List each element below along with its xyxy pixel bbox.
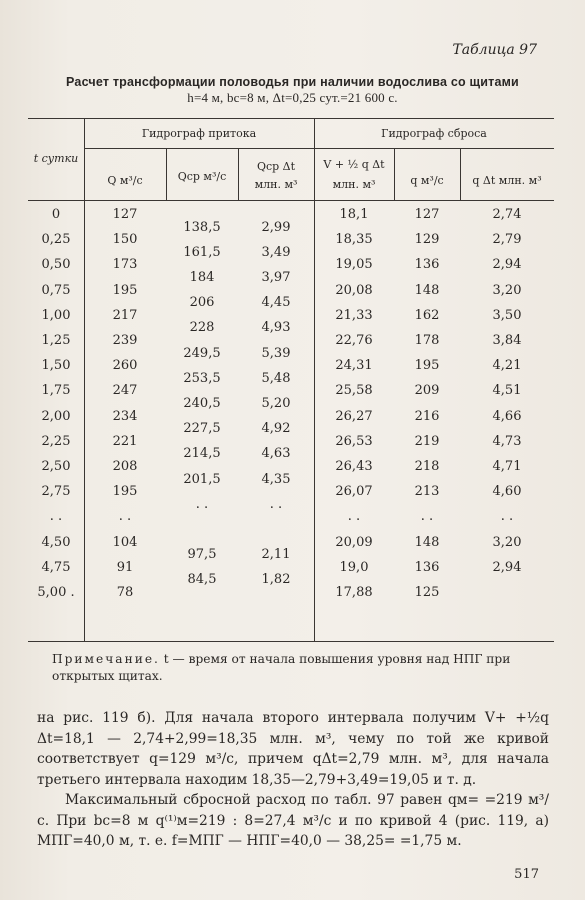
cell-t: 5,00 . — [37, 585, 75, 600]
cell-Q: 173 — [112, 257, 138, 273]
cell-Q: 78 — [116, 585, 134, 600]
cell-qDt: 3,50 — [492, 307, 522, 323]
cell-qDt: 4,60 — [492, 484, 522, 500]
cell-qDt: 3,20 — [492, 282, 522, 298]
cell-qDt: 4,66 — [492, 408, 522, 424]
cell-t: 0,75 — [41, 282, 71, 298]
cell-qDt: . . — [500, 509, 514, 525]
col-rule-qcp — [238, 148, 239, 200]
cell-qDt: 4,71 — [492, 459, 522, 474]
cell-V: 26,27 — [335, 408, 373, 424]
table-note — [52, 651, 545, 685]
header-qcp-dt-unit: млн. м³ — [254, 178, 298, 191]
cell-qDt: 4,73 — [492, 433, 522, 449]
cell-Qcp: 161,5 — [183, 244, 221, 260]
cell-q: 129 — [414, 232, 440, 248]
table-top-rule — [28, 118, 554, 119]
body-text — [37, 708, 549, 852]
header-q-dt: q Δt млн. м³ — [472, 174, 542, 187]
cell-Qcp: 184 — [189, 270, 215, 285]
cell-qDt: 2,79 — [492, 232, 522, 248]
cell-t: 1,50 — [41, 358, 71, 374]
cell-t: 2,25 — [41, 433, 71, 449]
cell-Qcp: . . — [195, 496, 209, 512]
cell-Q: 195 — [112, 484, 138, 500]
cell-QcpDt: 1,82 — [261, 572, 291, 588]
paragraph-1: на рис. 119 б). Для начала второго интервала получим V+ +½q Δt=18,1 — 2,74+2,99=18,35 млн. м³, чему по той же кривой соответствует q=129 м³/с, причем qΔt=2,79 млн. м³, для начала третьего интервала находим 18,35—2,79+3,49=19,05 и т. д. — [37, 710, 549, 788]
cell-t: 0 — [51, 207, 61, 222]
table-bottom-rule — [28, 641, 554, 642]
cell-QcpDt: 4,63 — [261, 446, 291, 462]
cell-QcpDt: 4,93 — [261, 320, 291, 336]
cell-Qcp: 201,5 — [183, 471, 221, 487]
cell-Qcp: 84,5 — [187, 572, 217, 588]
cell-qDt: 2,74 — [492, 207, 522, 222]
cell-V: 26,43 — [335, 459, 373, 474]
cell-QcpDt: 2,11 — [261, 547, 291, 563]
table-label: Таблица 97 — [452, 42, 537, 58]
header-qcp-dt: Qср Δt — [256, 160, 296, 173]
cell-V: 19,0 — [339, 559, 369, 575]
cell-t: 4,50 — [41, 534, 71, 550]
cell-t: 0,25 — [41, 232, 71, 248]
note-label: Примечание. — [52, 652, 160, 666]
cell-q: 218 — [414, 459, 440, 474]
cell-Qcp: 138,5 — [183, 219, 221, 235]
cell-V: 17,88 — [335, 585, 373, 600]
cell-t: 1,25 — [41, 333, 71, 348]
cell-QcpDt: 4,35 — [261, 471, 291, 487]
cell-QcpDt: 4,45 — [261, 295, 291, 311]
cell-Qcp: 240,5 — [183, 396, 221, 411]
cell-q: . . — [420, 509, 434, 525]
cell-Qcp: 249,5 — [183, 345, 221, 361]
cell-V: 18,1 — [339, 207, 369, 222]
cell-t: 0,50 — [41, 257, 71, 273]
cell-V: . . — [347, 509, 361, 525]
cell-QcpDt: 2,99 — [261, 219, 291, 235]
header-q-out: q м³/с — [410, 174, 444, 187]
group-header-rule — [84, 148, 554, 149]
cell-Q: 127 — [112, 207, 138, 222]
cell-Q: 150 — [112, 232, 138, 248]
cell-t: 2,50 — [41, 459, 71, 474]
cell-q: 209 — [414, 383, 440, 399]
cell-q: 136 — [414, 559, 440, 575]
cell-Qcp: 228 — [189, 320, 215, 336]
cell-Qcp: 214,5 — [183, 446, 221, 462]
cell-Q: 221 — [112, 433, 138, 449]
cell-QcpDt: . . — [269, 496, 283, 512]
cell-V: 22,76 — [335, 333, 373, 348]
cell-q: 219 — [414, 433, 440, 449]
cell-Qcp: 253,5 — [183, 370, 221, 386]
cell-qDt: 3,84 — [492, 333, 522, 348]
note-text: t — время от начала повышения уровня над НПГ при открытых щитах. — [52, 652, 511, 683]
table-title — [38, 74, 547, 106]
title-line-1: Расчет трансформации половодья при наличии водослива со щитами — [66, 75, 519, 89]
cell-q: 148 — [414, 534, 440, 550]
cell-q: 178 — [414, 333, 440, 348]
cell-q: 195 — [414, 358, 440, 374]
cell-V: 20,08 — [335, 282, 373, 298]
cell-q: 125 — [414, 585, 440, 600]
cell-t: 4,75 — [41, 559, 71, 575]
cell-V: 26,53 — [335, 433, 373, 449]
cell-Q: 195 — [112, 282, 138, 298]
cell-Qcp: 206 — [189, 295, 215, 311]
cell-V: 19,05 — [335, 257, 373, 273]
cell-V: 26,07 — [335, 484, 373, 500]
cell-QcpDt: 3,97 — [261, 270, 291, 285]
cell-q: 136 — [414, 257, 440, 273]
cell-Qcp: 97,5 — [187, 547, 217, 563]
cell-q: 213 — [414, 484, 440, 500]
cell-Q: 239 — [112, 333, 138, 348]
cell-qDt: 2,94 — [492, 257, 522, 273]
cell-V: 18,35 — [335, 232, 373, 248]
cell-QcpDt: 3,49 — [261, 244, 291, 260]
cell-QcpDt: 5,39 — [261, 345, 291, 361]
cell-Q: 247 — [112, 383, 138, 399]
cell-q: 148 — [414, 282, 440, 298]
cell-Q: 208 — [112, 459, 138, 474]
cell-Q: 234 — [112, 408, 138, 424]
cell-t: 2,00 — [41, 408, 71, 424]
header-outflow-group: Гидрограф сброса — [381, 127, 487, 140]
header-t: t сутки — [33, 152, 79, 165]
cell-Q: 91 — [116, 559, 134, 575]
cell-Qcp: 227,5 — [183, 421, 221, 437]
cell-Q: 217 — [112, 307, 138, 323]
cell-V: 21,33 — [335, 307, 373, 323]
cell-Q: . . — [118, 509, 132, 525]
cell-QcpDt: 4,92 — [261, 421, 291, 437]
header-q-in: Q м³/с — [107, 174, 143, 187]
cell-V: 24,31 — [335, 358, 373, 374]
cell-q: 216 — [414, 408, 440, 424]
header-bottom-rule — [28, 200, 554, 201]
cell-Q: 260 — [112, 358, 138, 374]
paragraph-2: Максимальный сбросной расход по табл. 97 равен qм= =219 м³/с. При bс=8 м q⁽¹⁾м=219 : 8=27,4 м³/с и по кривой 4 (рис. 119, а) МПГ=40,0 м, т. е. f=МПГ — НПГ=40,0 — 38,25= =1,75 м. — [37, 792, 549, 849]
cell-QcpDt: 5,48 — [261, 370, 291, 386]
cell-q: 162 — [414, 307, 440, 323]
cell-q: 127 — [414, 207, 440, 222]
cell-t: 1,00 — [41, 307, 71, 323]
cell-t: 1,75 — [41, 383, 71, 399]
page-number: 517 — [514, 867, 539, 882]
cell-QcpDt: 5,20 — [261, 396, 291, 411]
cell-Q: 104 — [112, 534, 138, 550]
cell-t: 2,75 — [41, 484, 71, 500]
cell-qDt: 2,94 — [492, 559, 522, 575]
header-v-unit: млн. м³ — [332, 178, 376, 191]
cell-qDt: 4,21 — [492, 358, 522, 374]
header-v: V + ½ q Δt — [323, 158, 385, 171]
header-qcp: Qср м³/с — [177, 170, 227, 183]
header-inflow-group: Гидрограф притока — [141, 127, 257, 140]
title-line-2: h=4 м, bс=8 м, Δt=0,25 сут.=21 600 с. — [187, 90, 398, 105]
cell-V: 20,09 — [335, 534, 373, 550]
cell-V: 25,58 — [335, 383, 373, 399]
cell-t: . . — [49, 509, 63, 525]
cell-qDt: 3,20 — [492, 534, 522, 550]
cell-qDt: 4,51 — [492, 383, 522, 399]
